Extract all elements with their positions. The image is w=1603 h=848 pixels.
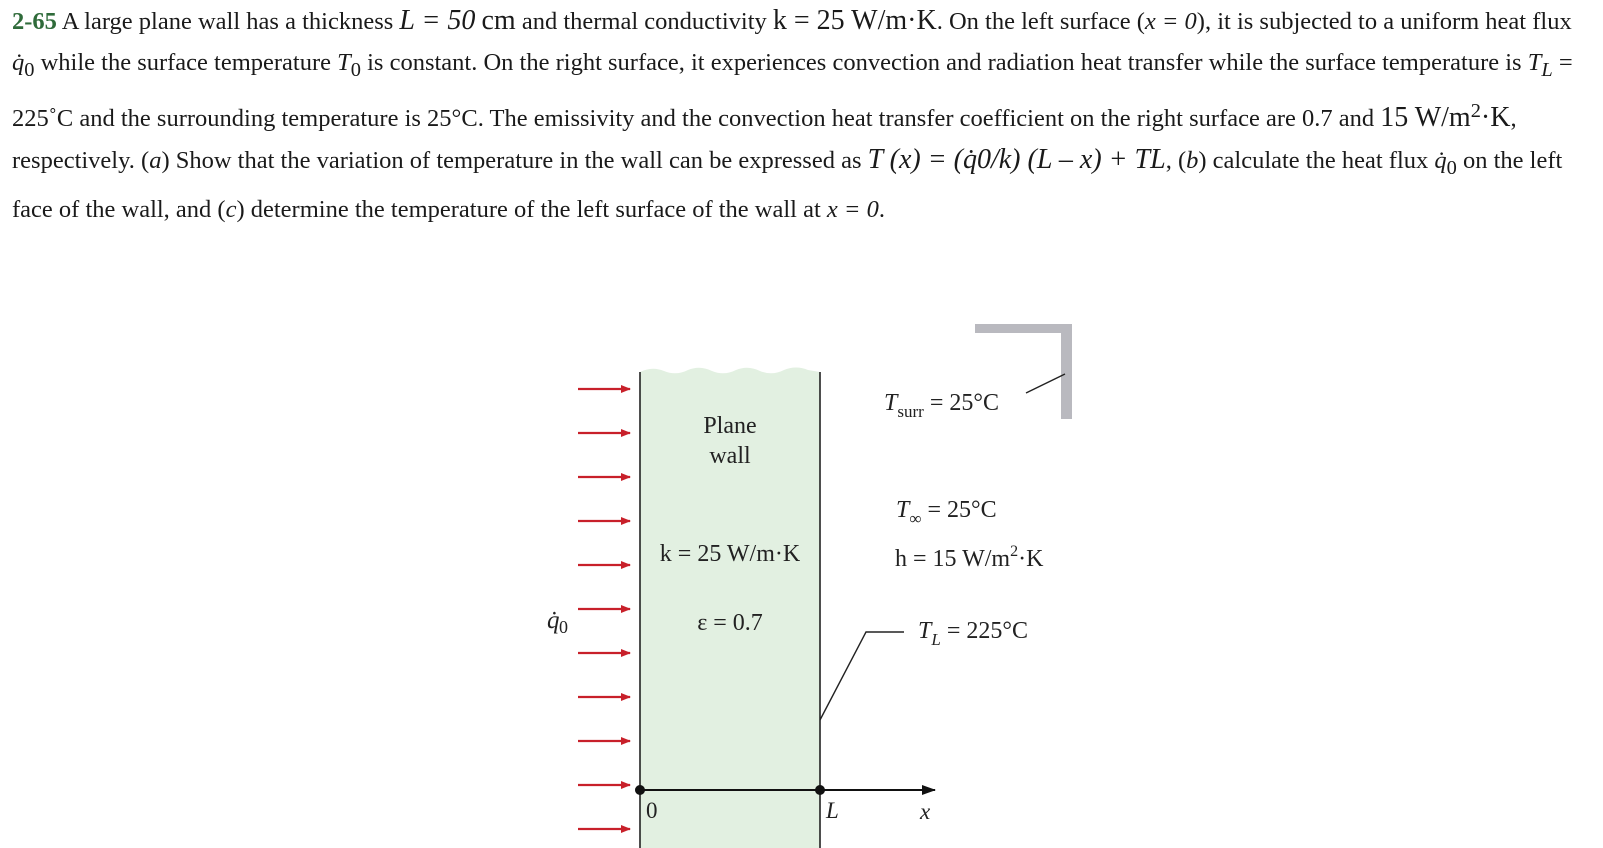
- axis-L-label: L: [826, 798, 839, 823]
- heat-flux-subscript: 0: [24, 58, 35, 81]
- heat-flux-subscript-2: 0: [1446, 156, 1457, 179]
- h-label: h = 15 $W/m^2\cdot K$: [895, 543, 1044, 572]
- heat-flux-label: q̇: [547, 607, 560, 634]
- axis-origin-point: [635, 785, 645, 795]
- part-a-label: a: [149, 147, 162, 175]
- left-surface-position-2: x = 0: [826, 195, 879, 223]
- tinf-label: $T_\infty = 25^\circ C$: [896, 497, 997, 528]
- problem-text-7: and the surrounding temperature is: [73, 105, 428, 133]
- conductivity-value: k = 25 W/m·K: [772, 5, 937, 36]
- tl-label: $T_L = 225^\circ C$: [918, 618, 1028, 649]
- problem-text-2: and thermal conductivity: [515, 8, 773, 35]
- problem-text-12: , (: [1165, 147, 1187, 175]
- axis-L-point: [815, 785, 825, 795]
- heat-flux-label-subscript: 0: [559, 617, 568, 637]
- axis-x-label: x: [920, 799, 931, 824]
- t0-subscript: 0: [350, 58, 361, 81]
- left-surface-position: x = 0: [1144, 8, 1197, 35]
- tl-symbol: T: [1527, 49, 1542, 76]
- axis-origin-label: 0: [646, 798, 658, 823]
- wall-conductivity-label: k = 25 W/m·K: [659, 541, 801, 567]
- tsurr-value: 25°C: [427, 105, 478, 133]
- problem-text-10: , respectively. (: [12, 105, 1517, 175]
- problem-text-14: on the left face of the wall, and (: [12, 147, 1563, 223]
- problem-text-16: .: [878, 195, 885, 223]
- emissivity-value: 0.7: [1301, 105, 1333, 133]
- part-c-label: c: [225, 195, 237, 223]
- tl-leader: [820, 632, 904, 720]
- heat-flux-arrows: [578, 389, 630, 829]
- problem-text-15: ) determine the temperature of the left surface of the wall at: [236, 195, 827, 223]
- h-value: 15 W/m: [1380, 102, 1471, 134]
- wall-label-line1: Plane: [703, 413, 757, 439]
- wall-label-line2: wall: [709, 443, 751, 469]
- problem-number: 2-65: [12, 8, 57, 35]
- tl-value: = 225˚C: [12, 49, 1573, 133]
- thickness-unit: cm: [481, 5, 516, 36]
- problem-text-4: ), it is subjected to a uniform heat flux: [1196, 8, 1572, 35]
- part-b-label: b: [1186, 147, 1199, 175]
- surroundings-leader: [1026, 374, 1065, 393]
- problem-text-9: and: [1332, 105, 1381, 133]
- heat-flux-symbol-2: q̇: [1434, 147, 1447, 175]
- t0-symbol: T: [337, 49, 351, 76]
- tl-subscript: L: [1541, 58, 1553, 81]
- heat-flux-symbol: q̇: [12, 49, 25, 76]
- problem-text-5: while the surface temperature: [34, 49, 338, 76]
- problem-text-13: ) calculate the heat flux: [1198, 147, 1435, 175]
- problem-text-11: ) Show that the variation of temperature in the wall can be expressed as: [161, 147, 868, 175]
- temperature-formula: T (x) = (q̇0/k) (L – x) + TL: [867, 144, 1166, 176]
- problem-text-1: A large plane wall has a thickness: [56, 8, 400, 35]
- h-exponent: 2: [1470, 99, 1481, 122]
- thickness-value: L = 50: [399, 5, 476, 36]
- h-unit: ·K: [1480, 102, 1511, 134]
- wall-emissivity-label: ε = 0.7: [697, 610, 763, 636]
- problem-text-8: . The emissivity and the convection heat transfer coefficient on the right surface are: [477, 105, 1302, 133]
- tsurr-label: $T_{surr} = 25^\circ C$: [884, 390, 999, 421]
- problem-text-6: is constant. On the right surface, it experiences convection and radiation heat transfer while the surface temperature is: [361, 49, 1528, 76]
- problem-text-3: . On the left surface (: [936, 8, 1145, 35]
- plane-wall: [640, 368, 820, 848]
